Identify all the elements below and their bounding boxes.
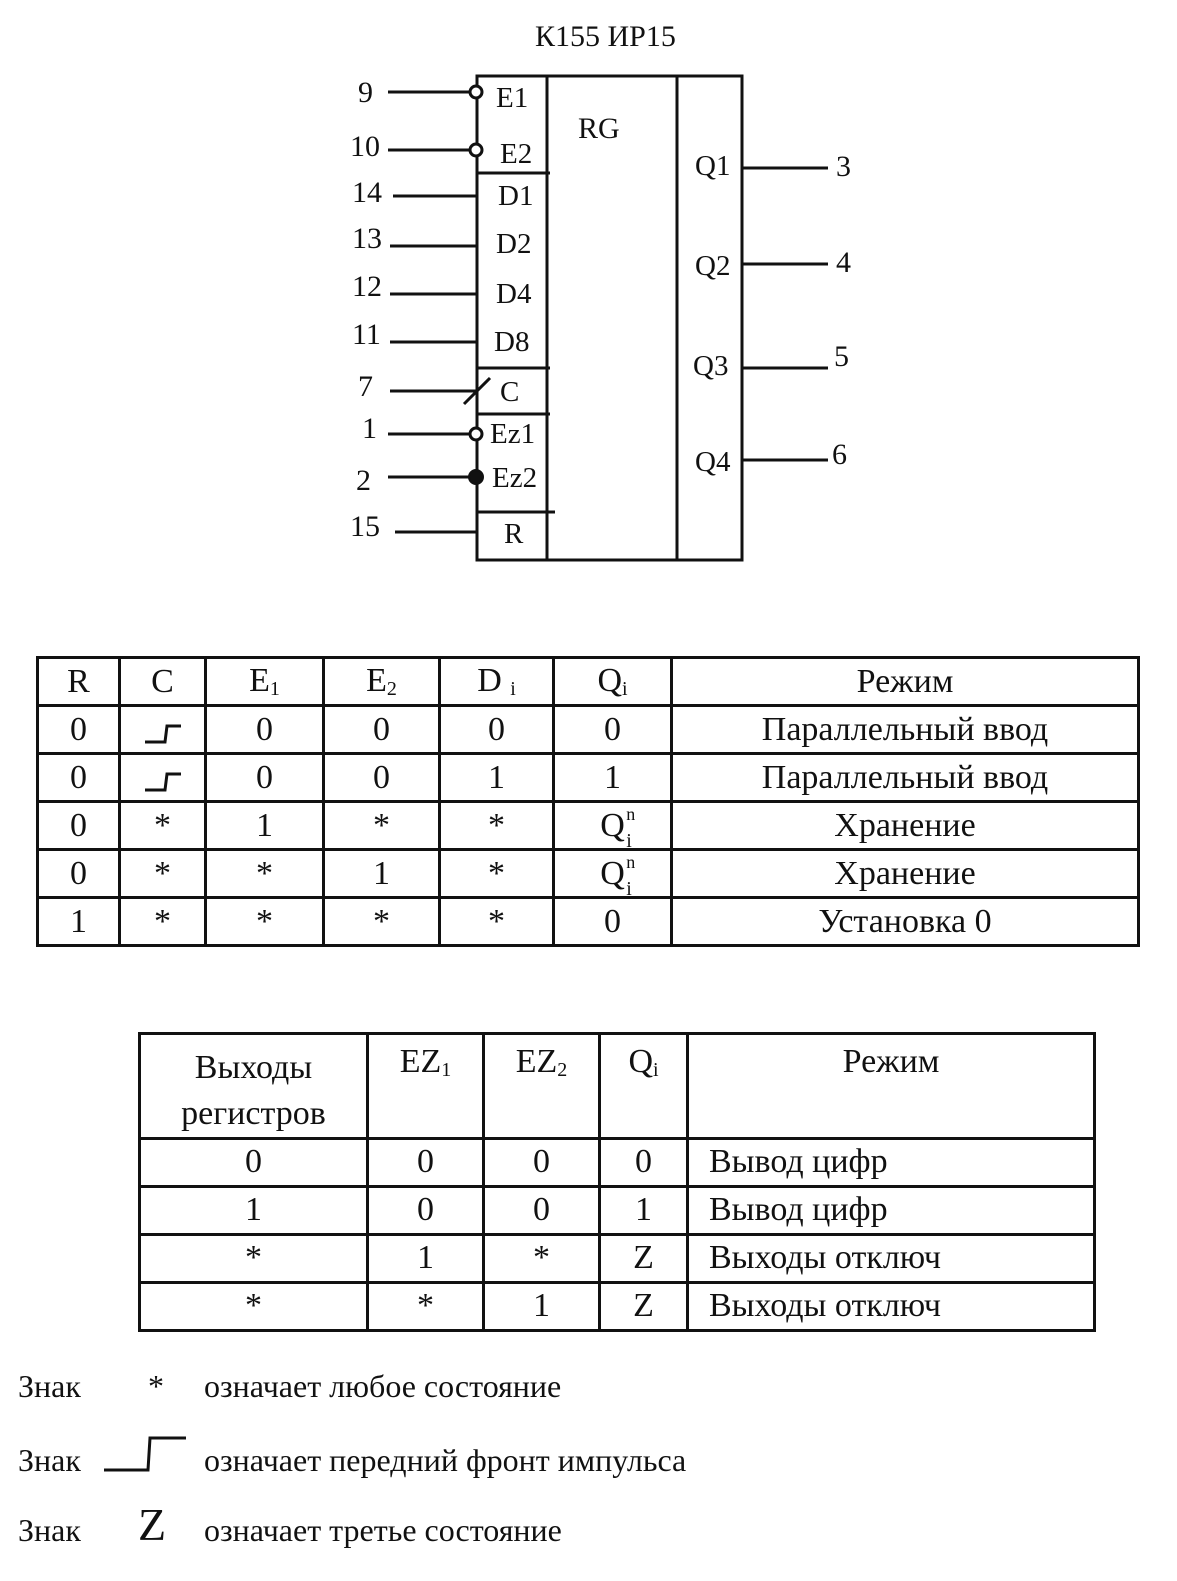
legend-word: Знак <box>18 1442 81 1478</box>
pin-label-q3: Q3 <box>693 350 729 382</box>
table-row <box>38 802 1139 850</box>
pin-number-2: 2 <box>356 464 371 497</box>
table-row <box>140 1282 1095 1330</box>
table-cell: Выходы отключ <box>688 1282 1095 1330</box>
z-symbol: Z <box>138 1499 167 1550</box>
pin-number-5: 5 <box>834 340 849 373</box>
header-di: D $_i$ <box>440 658 554 706</box>
table-cell: 0 <box>324 754 440 802</box>
table-cell: 1 <box>440 754 554 802</box>
table-cell: 0 <box>600 1138 688 1186</box>
legend-word: Знак <box>18 1368 81 1404</box>
table-cell: Параллельный ввод <box>672 754 1139 802</box>
table-cell: 0 <box>368 1138 484 1186</box>
table-cell: * <box>440 898 554 946</box>
table-cell: 0 <box>484 1138 600 1186</box>
table-cell <box>120 754 206 802</box>
table-header-row <box>140 1034 1095 1139</box>
table-cell: 1 <box>554 754 672 802</box>
table-cell: 0 <box>38 850 120 898</box>
pin-label-c: C <box>500 376 520 408</box>
table-cell: 0 <box>554 706 672 754</box>
table-cell: Установка 0 <box>672 898 1139 946</box>
truth-table-output <box>138 1032 1096 1332</box>
chip-title: К155 ИР15 <box>535 20 676 53</box>
pin-number-3: 3 <box>836 150 851 183</box>
pin-number-12: 12 <box>352 270 382 303</box>
register-type-label: RG <box>578 112 620 145</box>
legend-text: означает передний фронт импульса <box>204 1442 687 1478</box>
table-row <box>38 850 1139 898</box>
legend-any-state <box>18 1368 562 1405</box>
header-e2: $E_2$ <box>324 658 440 706</box>
table-cell: * <box>120 898 206 946</box>
table-cell: Вывод цифр <box>688 1138 1095 1186</box>
pin-label-q4: Q4 <box>695 446 731 478</box>
table-cell: Выходы отключ <box>688 1234 1095 1282</box>
table-cell: * <box>324 802 440 850</box>
table-cell: 0 <box>38 802 120 850</box>
table-header-row <box>38 658 1139 706</box>
table-cell: 0 <box>206 706 324 754</box>
legend-third-state <box>18 1499 562 1550</box>
table-cell: 0 <box>484 1186 600 1234</box>
pin-number-4: 4 <box>836 246 851 279</box>
asterisk-icon: * <box>148 1368 164 1404</box>
table-cell: 1 <box>38 898 120 946</box>
pin-number-7: 7 <box>358 370 373 403</box>
table-cell: 0 <box>38 754 120 802</box>
table-cell: 0 <box>368 1186 484 1234</box>
pin-number-6: 6 <box>832 438 847 471</box>
table-cell: * <box>206 898 324 946</box>
pin-number-15: 15 <box>350 510 380 543</box>
table-cell <box>120 706 206 754</box>
table-row <box>38 706 1139 754</box>
table-cell: 0 <box>324 706 440 754</box>
pin-label-q2: Q2 <box>695 250 731 282</box>
pin-label-q1: Q1 <box>695 150 731 182</box>
legend-word: Знак <box>18 1512 81 1548</box>
table-cell: 0 <box>206 754 324 802</box>
pin-label-d8: D8 <box>494 326 530 358</box>
truth-table-register <box>36 656 1140 947</box>
table-row <box>140 1234 1095 1282</box>
pin-label-ez1: Ez1 <box>490 418 536 450</box>
previous-state-q: Q n i <box>600 803 636 852</box>
pin-label-d4: D4 <box>496 278 532 310</box>
pin-number-11: 11 <box>352 318 381 351</box>
pin-label-e2: E2 <box>500 138 533 170</box>
table-cell: 1 <box>368 1234 484 1282</box>
legend-rising-edge <box>18 1442 687 1479</box>
pin-number-14: 14 <box>352 176 382 209</box>
table-cell: * <box>206 850 324 898</box>
header-qi: $Q_i$ <box>554 658 672 706</box>
table-cell: * <box>120 802 206 850</box>
table-cell: 0 <box>38 706 120 754</box>
table-cell: Z <box>600 1234 688 1282</box>
header-mode: Режим <box>672 658 1139 706</box>
table-row <box>38 898 1139 946</box>
table-cell <box>554 802 672 850</box>
pin-label-ez2: Ez2 <box>492 462 538 494</box>
table-cell: * <box>324 898 440 946</box>
rising-edge-icon <box>141 718 185 746</box>
table-cell <box>554 850 672 898</box>
table-cell: 1 <box>600 1186 688 1234</box>
table-cell: * <box>368 1282 484 1330</box>
pin-number-9: 9 <box>358 76 373 109</box>
table-cell: Z <box>600 1282 688 1330</box>
pin-number-10: 10 <box>350 130 380 163</box>
table-cell: * <box>140 1282 368 1330</box>
pin-label-r: R <box>504 518 524 550</box>
table-cell: 0 <box>554 898 672 946</box>
legend-text: означает любое состояние <box>204 1368 562 1404</box>
rising-edge-icon <box>100 1434 190 1478</box>
previous-state-q: Q n i <box>600 851 636 900</box>
table-cell: 1 <box>324 850 440 898</box>
pin-label-e1: E1 <box>496 82 529 114</box>
header-ez2: $EZ_2$ <box>484 1034 600 1139</box>
table-cell: 1 <box>484 1282 600 1330</box>
header-register-outputs: Выходы регистров <box>140 1034 368 1139</box>
table-cell: * <box>120 850 206 898</box>
pin-label-d1: D1 <box>498 180 534 212</box>
table-cell: * <box>440 850 554 898</box>
pin-label-d2: D2 <box>496 228 532 260</box>
table-row <box>140 1186 1095 1234</box>
table-cell: 1 <box>140 1186 368 1234</box>
table-row <box>140 1138 1095 1186</box>
header-qi: $Q_i$ <box>600 1034 688 1139</box>
header-r: R <box>38 658 120 706</box>
table-cell: Хранение <box>672 850 1139 898</box>
table-cell: Параллельный ввод <box>672 706 1139 754</box>
table-row <box>38 754 1139 802</box>
table-cell: * <box>440 802 554 850</box>
table-cell: 0 <box>440 706 554 754</box>
pin-number-1: 1 <box>362 412 377 445</box>
header-mode: Режим <box>688 1034 1095 1139</box>
table-cell: Хранение <box>672 802 1139 850</box>
legend-text: означает третье состояние <box>204 1512 562 1548</box>
table-cell: 0 <box>140 1138 368 1186</box>
header-ez1: $EZ_1$ <box>368 1034 484 1139</box>
header-e1: $E_1$ <box>206 658 324 706</box>
header-c: C <box>120 658 206 706</box>
table-cell: Вывод цифр <box>688 1186 1095 1234</box>
table-cell: * <box>484 1234 600 1282</box>
rising-edge-icon <box>141 766 185 794</box>
pin-number-13: 13 <box>352 222 382 255</box>
table-cell: * <box>140 1234 368 1282</box>
table-cell: 1 <box>206 802 324 850</box>
chip-diagram <box>0 0 1177 600</box>
